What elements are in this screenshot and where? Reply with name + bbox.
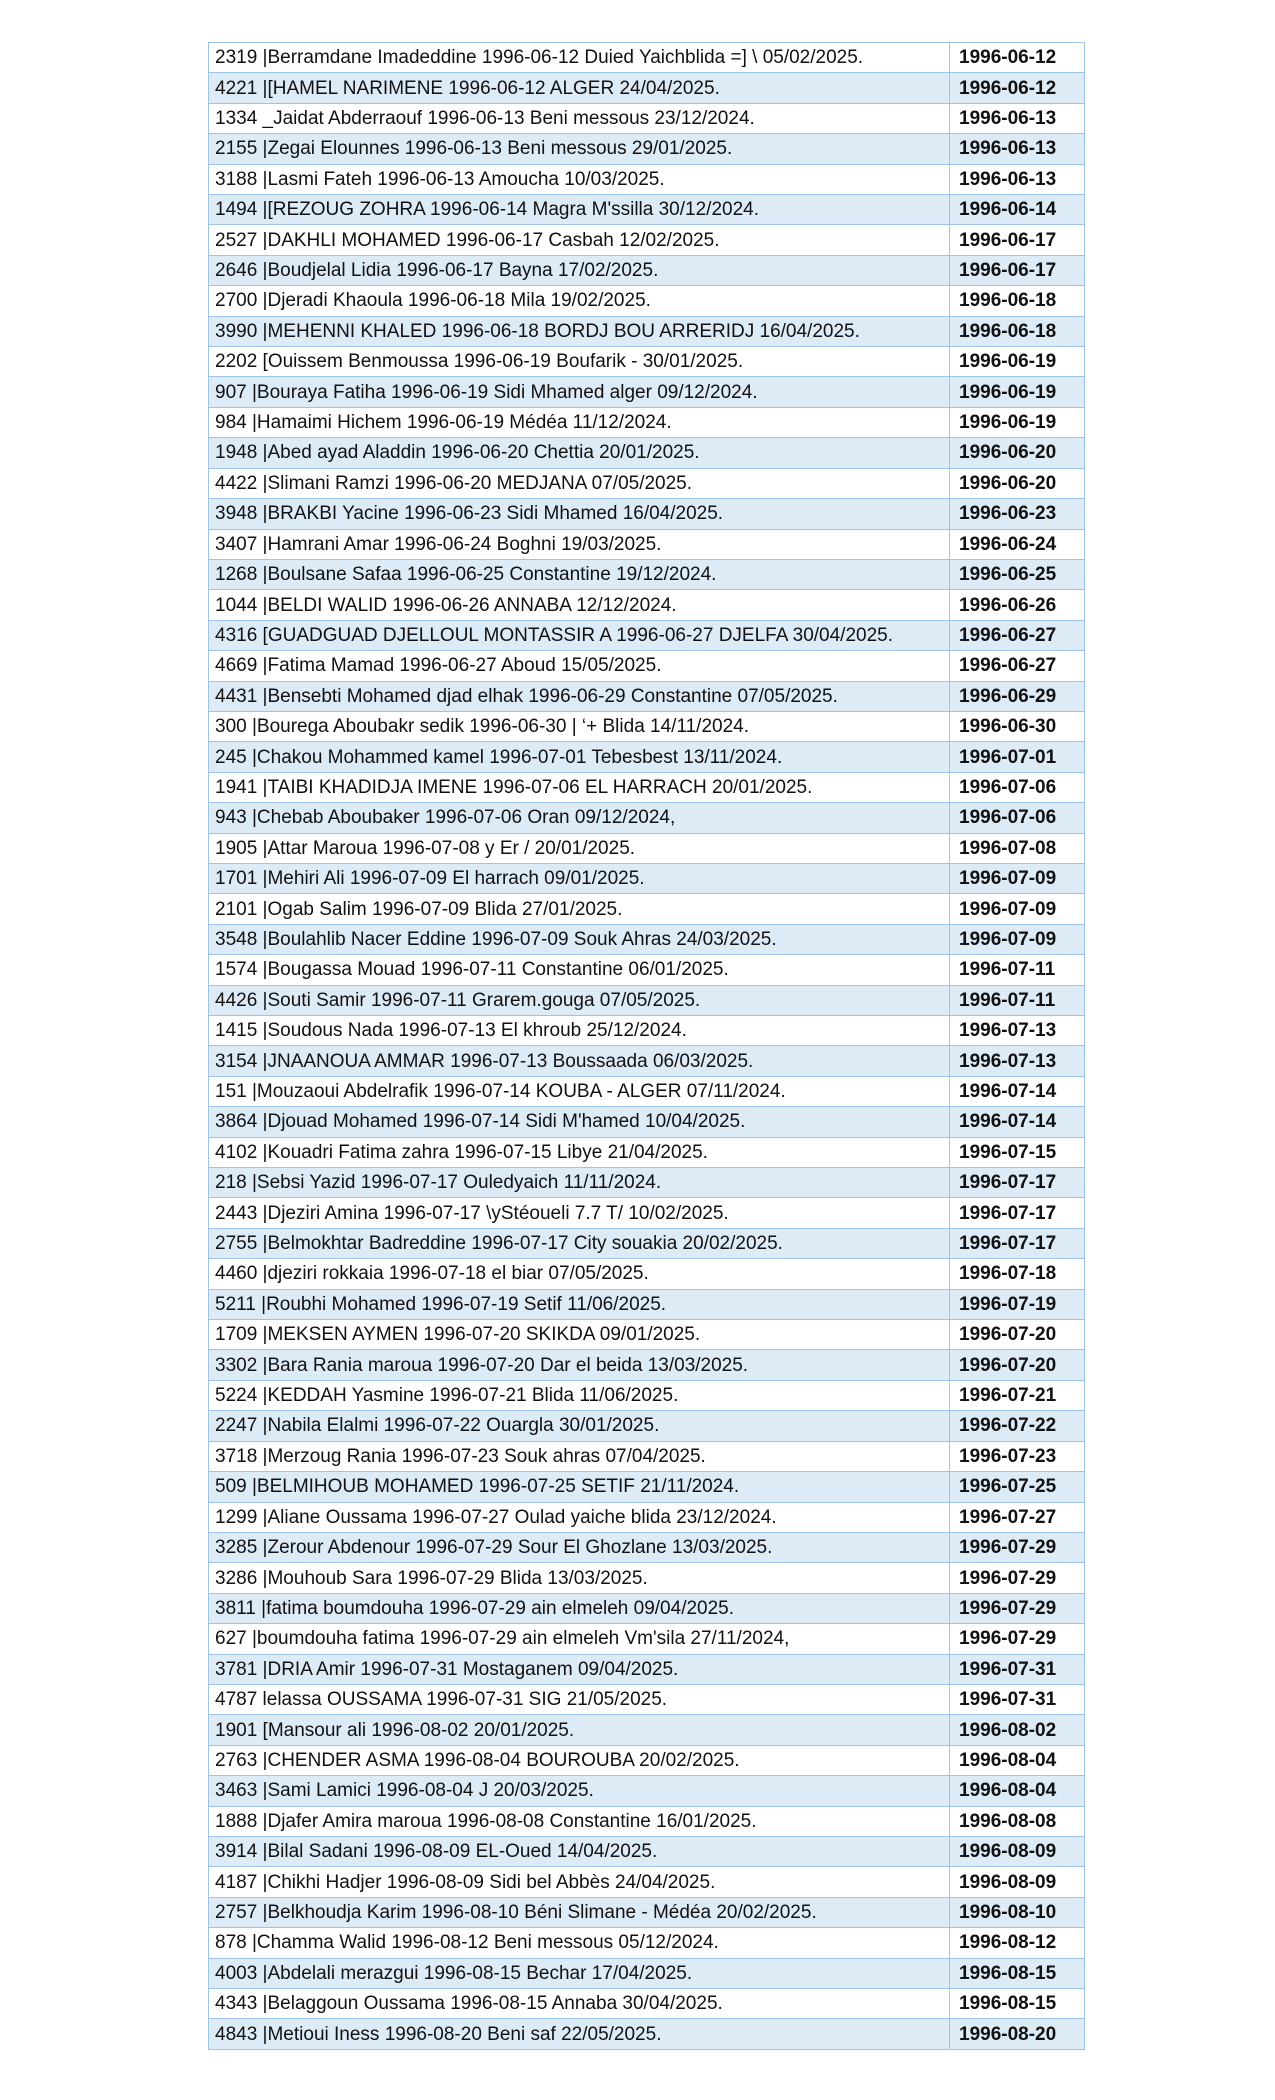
record-entry-cell: 1334 _Jaidat Abderraouf 1996-06-13 Beni messous 23/12/2024. [209,103,950,133]
table-row [209,1107,1085,1137]
birth-date-cell: 1996-06-17 [950,255,1085,285]
table-row [209,1745,1085,1775]
table-row [209,955,1085,985]
birth-date-cell: 1996-07-19 [950,1289,1085,1319]
table-row [209,103,1085,133]
birth-date-cell: 1996-06-12 [950,43,1085,73]
table-row [209,255,1085,285]
table-row [209,529,1085,559]
birth-date-cell: 1996-06-19 [950,347,1085,377]
record-entry-cell: 5224 |KEDDAH Yasmine 1996-07-21 Blida 11/06/2025. [209,1380,950,1410]
table-row [209,1867,1085,1897]
record-entry-cell: 2443 |Djeziri Amina 1996-07-17 \yStéoueli 7.7 T/ 10/02/2025. [209,1198,950,1228]
table-row [209,1958,1085,1988]
record-entry-cell: 4003 |Abdelali merazgui 1996-08-15 Bechar 17/04/2025. [209,1958,950,1988]
birth-date-cell: 1996-08-15 [950,1958,1085,1988]
table-row [209,134,1085,164]
record-entry-cell: 3948 |BRAKBI Yacine 1996-06-23 Sidi Mhamed 16/04/2025. [209,499,950,529]
record-entry-cell: 2101 |Ogab Salim 1996-07-09 Blida 27/01/2025. [209,894,950,924]
birth-date-cell: 1996-06-13 [950,164,1085,194]
record-entry-cell: 4426 |Souti Samir 1996-07-11 Grarem.gouga 07/05/2025. [209,985,950,1015]
record-entry-cell: 1268 |Boulsane Safaa 1996-06-25 Constantine 19/12/2024. [209,559,950,589]
table-row [209,377,1085,407]
table-row [209,1289,1085,1319]
table-row [209,43,1085,73]
birth-date-cell: 1996-07-23 [950,1441,1085,1471]
birth-date-cell: 1996-07-01 [950,742,1085,772]
record-entry-cell: 1905 |Attar Maroua 1996-07-08 y Er / 20/01/2025. [209,833,950,863]
birth-date-cell: 1996-06-24 [950,529,1085,559]
table-row [209,1320,1085,1350]
birth-date-cell: 1996-07-31 [950,1684,1085,1714]
birth-date-cell: 1996-07-20 [950,1350,1085,1380]
birth-date-cell: 1996-06-19 [950,377,1085,407]
birth-date-cell: 1996-07-29 [950,1593,1085,1623]
record-entry-cell: 2700 |Djeradi Khaoula 1996-06-18 Mila 19/02/2025. [209,286,950,316]
table-row [209,1380,1085,1410]
table-row [209,1684,1085,1714]
birth-date-cell: 1996-07-20 [950,1320,1085,1350]
table-row [209,286,1085,316]
record-entry-cell: 1044 |BELDI WALID 1996-06-26 ANNABA 12/12/2024. [209,590,950,620]
table-row [209,833,1085,863]
table-row [209,985,1085,1015]
record-entry-cell: 3154 |JNAANOUA AMMAR 1996-07-13 Boussaada 06/03/2025. [209,1046,950,1076]
birth-date-cell: 1996-07-18 [950,1259,1085,1289]
record-entry-cell: 984 |Hamaimi Hichem 1996-06-19 Médéa 11/12/2024. [209,407,950,437]
table-row [209,225,1085,255]
record-entry-cell: 300 |Bourega Aboubakr sedik 1996-06-30 | ‘+ Blida 14/11/2024. [209,711,950,741]
record-entry-cell: 3914 |Bilal Sadani 1996-08-09 EL-Oued 14/04/2025. [209,1836,950,1866]
record-entry-cell: 4343 |Belaggoun Oussama 1996-08-15 Annaba 30/04/2025. [209,1989,950,2019]
birth-date-cell: 1996-06-20 [950,468,1085,498]
record-entry-cell: 4787 lelassa OUSSAMA 1996-07-31 SIG 21/05/2025. [209,1684,950,1714]
birth-date-cell: 1996-07-09 [950,863,1085,893]
birth-date-cell: 1996-08-09 [950,1836,1085,1866]
record-entry-cell: 4843 |Metioui Iness 1996-08-20 Beni saf 22/05/2025. [209,2019,950,2049]
record-entry-cell: 878 |Chamma Walid 1996-08-12 Beni messous 05/12/2024. [209,1928,950,1958]
birth-date-cell: 1996-06-23 [950,499,1085,529]
table-row [209,1593,1085,1623]
birth-date-cell: 1996-08-15 [950,1989,1085,2019]
record-entry-cell: 2527 |DAKHLI MOHAMED 1996-06-17 Casbah 12/02/2025. [209,225,950,255]
birth-date-cell: 1996-07-15 [950,1137,1085,1167]
table-row [209,1715,1085,1745]
record-entry-cell: 3781 |DRIA Amir 1996-07-31 Mostaganem 09/04/2025. [209,1654,950,1684]
table-row [209,1168,1085,1198]
birth-date-cell: 1996-08-10 [950,1897,1085,1927]
record-entry-cell: 2755 |Belmokhtar Badreddine 1996-07-17 City souakia 20/02/2025. [209,1228,950,1258]
table-row [209,1137,1085,1167]
record-entry-cell: 4669 |Fatima Mamad 1996-06-27 Aboud 15/05/2025. [209,651,950,681]
birth-date-cell: 1996-06-19 [950,407,1085,437]
birth-date-cell: 1996-06-29 [950,681,1085,711]
birth-date-cell: 1996-06-25 [950,559,1085,589]
table-row [209,1624,1085,1654]
table-row [209,894,1085,924]
record-entry-cell: 3302 |Bara Rania maroua 1996-07-20 Dar el beida 13/03/2025. [209,1350,950,1380]
record-entry-cell: 3811 |fatima boumdouha 1996-07-29 ain elmeleh 09/04/2025. [209,1593,950,1623]
record-entry-cell: 1574 |Bougassa Mouad 1996-07-11 Constantine 06/01/2025. [209,955,950,985]
birth-date-cell: 1996-06-14 [950,195,1085,225]
table-row [209,1228,1085,1258]
birth-date-cell: 1996-07-17 [950,1198,1085,1228]
table-row [209,681,1085,711]
table-row [209,590,1085,620]
birth-date-cell: 1996-07-11 [950,985,1085,1015]
table-row [209,1563,1085,1593]
table-row [209,1989,1085,2019]
birth-date-cell: 1996-07-08 [950,833,1085,863]
birth-date-cell: 1996-08-20 [950,2019,1085,2049]
table-row [209,803,1085,833]
record-entry-cell: 2155 |Zegai Elounnes 1996-06-13 Beni messous 29/01/2025. [209,134,950,164]
birth-date-cell: 1996-06-26 [950,590,1085,620]
birth-date-cell: 1996-07-13 [950,1046,1085,1076]
table-row [209,924,1085,954]
table-row [209,1532,1085,1562]
record-entry-cell: 1941 |TAIBI KHADIDJA IMENE 1996-07-06 EL HARRACH 20/01/2025. [209,772,950,802]
birth-date-cell: 1996-06-18 [950,316,1085,346]
record-entry-cell: 2319 |Berramdane Imadeddine 1996-06-12 Duied Yaichblida =] \ 05/02/2025. [209,43,950,73]
record-entry-cell: 1299 |Aliane Oussama 1996-07-27 Oulad yaiche blida 23/12/2024. [209,1502,950,1532]
birth-date-cell: 1996-07-06 [950,803,1085,833]
record-entry-cell: 4221 |[HAMEL NARIMENE 1996-06-12 ALGER 24/04/2025. [209,73,950,103]
table-row [209,2019,1085,2049]
record-entry-cell: 2763 |CHENDER ASMA 1996-08-04 BOUROUBA 20/02/2025. [209,1745,950,1775]
birth-date-cell: 1996-07-09 [950,894,1085,924]
birth-date-cell: 1996-07-17 [950,1228,1085,1258]
record-entry-cell: 1494 |[REZOUG ZOHRA 1996-06-14 Magra M'ssilla 30/12/2024. [209,195,950,225]
table-row [209,1502,1085,1532]
record-entry-cell: 1901 [Mansour ali 1996-08-02 20/01/2025. [209,1715,950,1745]
record-entry-cell: 3286 |Mouhoub Sara 1996-07-29 Blida 13/03/2025. [209,1563,950,1593]
records-table [208,42,1085,2050]
record-entry-cell: 2646 |Boudjelal Lidia 1996-06-17 Bayna 17/02/2025. [209,255,950,285]
table-row [209,1897,1085,1927]
record-entry-cell: 5211 |Roubhi Mohamed 1996-07-19 Setif 11/06/2025. [209,1289,950,1319]
birth-date-cell: 1996-07-31 [950,1654,1085,1684]
table-row [209,73,1085,103]
records-body [209,43,1085,2050]
birth-date-cell: 1996-08-09 [950,1867,1085,1897]
birth-date-cell: 1996-08-08 [950,1806,1085,1836]
table-row [209,347,1085,377]
birth-date-cell: 1996-07-13 [950,1016,1085,1046]
record-entry-cell: 245 |Chakou Mohammed kamel 1996-07-01 Tebesbest 13/11/2024. [209,742,950,772]
birth-date-cell: 1996-08-12 [950,1928,1085,1958]
table-row [209,711,1085,741]
record-entry-cell: 4431 |Bensebti Mohamed djad elhak 1996-06-29 Constantine 07/05/2025. [209,681,950,711]
birth-date-cell: 1996-07-25 [950,1472,1085,1502]
birth-date-cell: 1996-08-04 [950,1745,1085,1775]
table-row [209,1806,1085,1836]
birth-date-cell: 1996-08-04 [950,1776,1085,1806]
table-row [209,1350,1085,1380]
birth-date-cell: 1996-07-14 [950,1076,1085,1106]
table-row [209,164,1085,194]
birth-date-cell: 1996-06-18 [950,286,1085,316]
record-entry-cell: 218 |Sebsi Yazid 1996-07-17 Ouledyaich 11/11/2024. [209,1168,950,1198]
record-entry-cell: 4187 |Chikhi Hadjer 1996-08-09 Sidi bel Abbès 24/04/2025. [209,1867,950,1897]
record-entry-cell: 4422 |Slimani Ramzi 1996-06-20 MEDJANA 07/05/2025. [209,468,950,498]
table-row [209,407,1085,437]
record-entry-cell: 509 |BELMIHOUB MOHAMED 1996-07-25 SETIF 21/11/2024. [209,1472,950,1502]
table-row [209,1198,1085,1228]
birth-date-cell: 1996-06-27 [950,651,1085,681]
record-entry-cell: 943 |Chebab Aboubaker 1996-07-06 Oran 09/12/2024, [209,803,950,833]
record-entry-cell: 1415 |Soudous Nada 1996-07-13 El khroub 25/12/2024. [209,1016,950,1046]
record-entry-cell: 3548 |Boulahlib Nacer Eddine 1996-07-09 Souk Ahras 24/03/2025. [209,924,950,954]
record-entry-cell: 907 |Bouraya Fatiha 1996-06-19 Sidi Mhamed alger 09/12/2024. [209,377,950,407]
birth-date-cell: 1996-07-29 [950,1532,1085,1562]
birth-date-cell: 1996-07-22 [950,1411,1085,1441]
table-row [209,1411,1085,1441]
table-row [209,1472,1085,1502]
table-row [209,1836,1085,1866]
table-row [209,1441,1085,1471]
table-row [209,316,1085,346]
table-row [209,1654,1085,1684]
table-row [209,1928,1085,1958]
birth-date-cell: 1996-06-17 [950,225,1085,255]
table-row [209,620,1085,650]
birth-date-cell: 1996-06-30 [950,711,1085,741]
birth-date-cell: 1996-06-13 [950,134,1085,164]
record-entry-cell: 1888 |Djafer Amira maroua 1996-08-08 Constantine 16/01/2025. [209,1806,950,1836]
record-entry-cell: 3864 |Djouad Mohamed 1996-07-14 Sidi M'hamed 10/04/2025. [209,1107,950,1137]
birth-date-cell: 1996-06-20 [950,438,1085,468]
record-entry-cell: 2247 |Nabila Elalmi 1996-07-22 Ouargla 30/01/2025. [209,1411,950,1441]
record-entry-cell: 1701 |Mehiri Ali 1996-07-09 El harrach 09/01/2025. [209,863,950,893]
table-row [209,468,1085,498]
birth-date-cell: 1996-08-02 [950,1715,1085,1745]
birth-date-cell: 1996-07-11 [950,955,1085,985]
record-entry-cell: 4460 |djeziri rokkaia 1996-07-18 el biar 07/05/2025. [209,1259,950,1289]
record-entry-cell: 3407 |Hamrani Amar 1996-06-24 Boghni 19/03/2025. [209,529,950,559]
birth-date-cell: 1996-07-27 [950,1502,1085,1532]
birth-date-cell: 1996-07-29 [950,1624,1085,1654]
table-row [209,559,1085,589]
record-entry-cell: 627 |boumdouha fatima 1996-07-29 ain elmeleh Vm'sila 27/11/2024, [209,1624,950,1654]
birth-date-cell: 1996-07-14 [950,1107,1085,1137]
record-entry-cell: 151 |Mouzaoui Abdelrafik 1996-07-14 KOUBA - ALGER 07/11/2024. [209,1076,950,1106]
birth-date-cell: 1996-07-17 [950,1168,1085,1198]
table-row [209,772,1085,802]
record-entry-cell: 4316 [GUADGUAD DJELLOUL MONTASSIR A 1996-06-27 DJELFA 30/04/2025. [209,620,950,650]
birth-date-cell: 1996-06-27 [950,620,1085,650]
record-entry-cell: 3188 |Lasmi Fateh 1996-06-13 Amoucha 10/03/2025. [209,164,950,194]
record-entry-cell: 2202 [Ouissem Benmoussa 1996-06-19 Boufarik - 30/01/2025. [209,347,950,377]
birth-date-cell: 1996-07-09 [950,924,1085,954]
birth-date-cell: 1996-07-29 [950,1563,1085,1593]
birth-date-cell: 1996-07-21 [950,1380,1085,1410]
table-row [209,438,1085,468]
record-entry-cell: 3990 |MEHENNI KHALED 1996-06-18 BORDJ BOU ARRERIDJ 16/04/2025. [209,316,950,346]
birth-date-cell: 1996-06-13 [950,103,1085,133]
birth-date-cell: 1996-06-12 [950,73,1085,103]
table-row [209,1259,1085,1289]
record-entry-cell: 4102 |Kouadri Fatima zahra 1996-07-15 Libye 21/04/2025. [209,1137,950,1167]
record-entry-cell: 3463 |Sami Lamici 1996-08-04 J 20/03/2025. [209,1776,950,1806]
table-row [209,1046,1085,1076]
table-row [209,1076,1085,1106]
record-entry-cell: 3285 |Zerour Abdenour 1996-07-29 Sour El Ghozlane 13/03/2025. [209,1532,950,1562]
table-row [209,1776,1085,1806]
table-row [209,499,1085,529]
record-entry-cell: 3718 |Merzoug Rania 1996-07-23 Souk ahras 07/04/2025. [209,1441,950,1471]
table-row [209,742,1085,772]
table-row [209,195,1085,225]
birth-date-cell: 1996-07-06 [950,772,1085,802]
table-row [209,863,1085,893]
table-row [209,1016,1085,1046]
table-row [209,651,1085,681]
record-entry-cell: 1948 |Abed ayad Aladdin 1996-06-20 Chettia 20/01/2025. [209,438,950,468]
record-entry-cell: 1709 |MEKSEN AYMEN 1996-07-20 SKIKDA 09/01/2025. [209,1320,950,1350]
record-entry-cell: 2757 |Belkhoudja Karim 1996-08-10 Béni Slimane - Médéa 20/02/2025. [209,1897,950,1927]
